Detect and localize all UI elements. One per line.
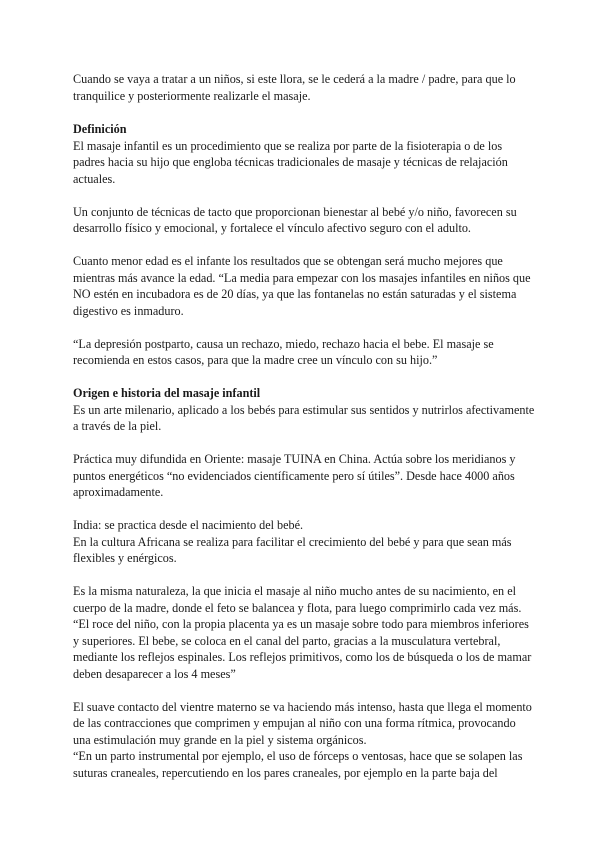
origin-paragraph-5a: El suave contacto del vientre materno se va haciendo más intenso, hasta que llega el momento de las contracciones que comprimen y empujan al niño con una forma rítmica, provocando una estimulación muy grande en la piel y sistema orgánicos. — [73, 699, 532, 747]
origin-paragraph-1: Es un arte milenario, aplicado a los bebés para estimular sus sentidos y nutrirlos afectivamente a través de la piel. — [73, 402, 535, 433]
origin-paragraph-2: Práctica muy difundida en Oriente: masaje TUINA en China. Actúa sobre los meridianos y puntos energéticos “no evidenciados científicamente pero sí útiles”. Desde hace 4000 años aproximadamente. — [73, 452, 516, 499]
section-heading-definicion: Definición — [73, 122, 127, 136]
origin-paragraph-4b: “El roce del niño, con la propia placenta ya es un masaje sobre todo para miembros inferiores y superiores. El bebe, se coloca en el canal del parto, gracias a la musculatura vertebral, mediante los reflejos espinales. Los reflejos primitivos, como los de búsqueda o los de mamar deben desaparecer a los 4 meses” — [73, 617, 532, 681]
section-heading-origen: Origen e historia del masaje infantil — [73, 386, 261, 400]
origin-paragraph-4a: Es la misma naturaleza, la que inicia el masaje al niño mucho antes de su nacimiento, en el cuerpo de la madre, donde el feto se balancea y flota, para luego comprimirlo cada vez más. — [73, 584, 522, 615]
origin-paragraph-3a: India: se practica desde el nacimiento del bebé. — [73, 518, 304, 532]
intro-paragraph: Cuando se vaya a tratar a un niños, si este llora, se le cederá a la madre / padre, para que lo tranquilice y posteriormente realizarle el masaje. — [73, 72, 516, 103]
definition-paragraph-4: “La depresión postparto, causa un rechazo, miedo, rechazo hacia el bebe. El masaje se recomienda en estos casos, para que la madre cree un vínculo con su hijo.” — [73, 336, 494, 367]
document-body — [73, 71, 535, 781]
definition-paragraph-1: El masaje infantil es un procedimiento que se realiza por parte de la fisioterapia o de los padres hacia su hijo que engloba técnicas tradicionales de masaje y técnicas de relajación actuales. — [73, 138, 508, 186]
definition-paragraph-3: Cuanto menor edad es el infante los resultados que se obtengan será mucho mejores que mientras más avance la edad. “La media para empezar con los masajes infantiles en niños que NO estén en incubadora es de 20 días, ya que las fontanelas no están saturadas y el sistema digestivo es inmaduro. — [73, 254, 531, 318]
origin-paragraph-5b: “En un parto instrumental por ejemplo, el uso de fórceps o ventosas, hace que se solapen las suturas craneales, repercutiendo en los pares craneales, por ejemplo en la parte baja del — [73, 749, 523, 780]
definition-paragraph-2: Un conjunto de técnicas de tacto que proporcionan bienestar al bebé y/o niño, favorecen su desarrollo físico y emocional, y fortalece el vínculo afectivo seguro con el adulto. — [73, 204, 517, 235]
origin-paragraph-3b: En la cultura Africana se realiza para facilitar el crecimiento del bebé y para que sean más flexibles y enérgicos. — [73, 534, 512, 565]
